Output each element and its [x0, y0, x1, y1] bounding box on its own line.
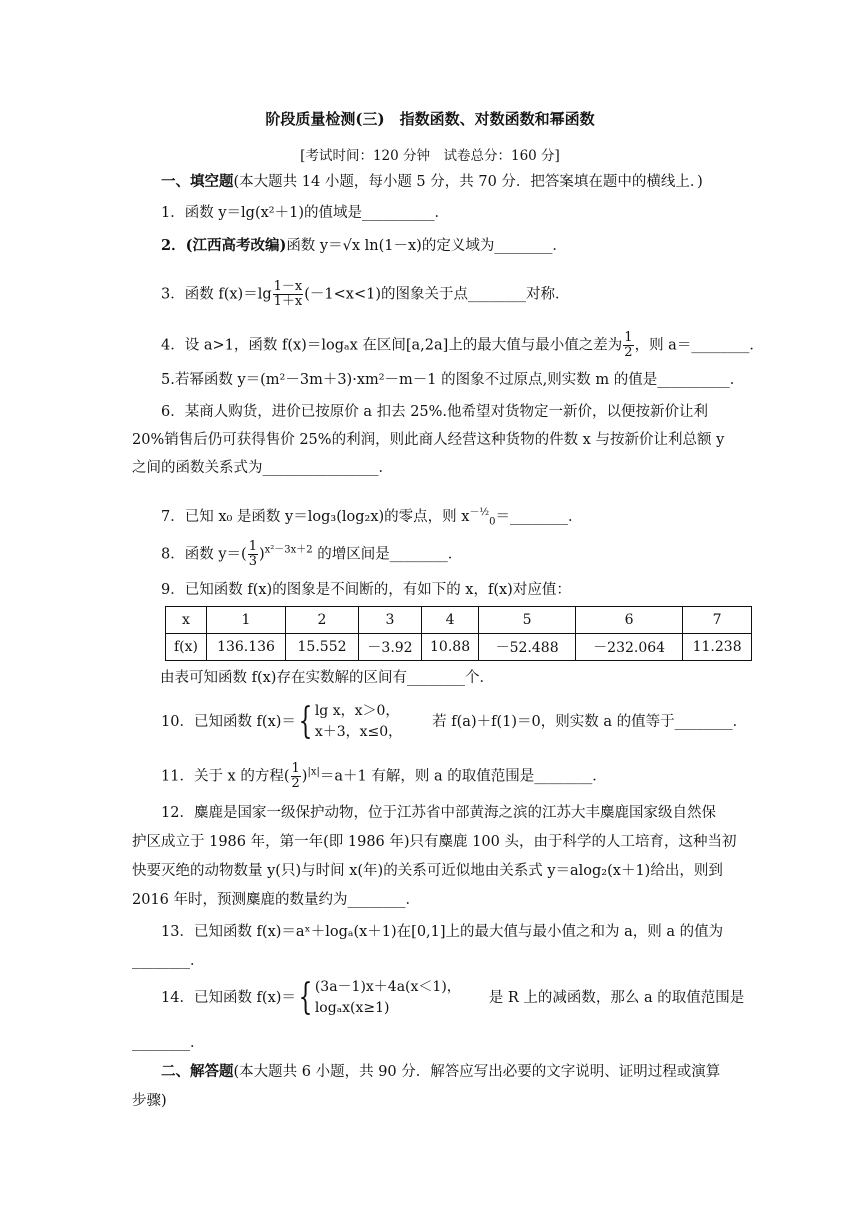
- question-11: [161, 762, 607, 791]
- question-12-line-1: 12．麋鹿是国家一级保护动物，位于江苏省中部黄海之滨的江苏大丰麋鹿国家级自然保: [161, 805, 716, 821]
- denominator: 1＋x: [273, 294, 303, 309]
- question-3-pre: 3．函数 f(x)＝lg: [161, 286, 272, 303]
- table-cell: 10.88: [422, 634, 479, 661]
- question-14-tail: ________．: [132, 1035, 205, 1051]
- table-cell: 6: [576, 607, 683, 634]
- question-5: 5.若幂函数 y＝(m²－3m＋3)·xm²－m－1 的图象不过原点,则实数 m 的值是__________．: [161, 372, 745, 388]
- question-3-post: (－1<x<1)的图象关于点________对称．: [304, 286, 570, 303]
- question-7-pre: 7．已知 x₀ 是函数 y＝log₃(log₂x)的零点，则 x: [161, 508, 470, 525]
- denominator: 2: [624, 345, 633, 360]
- fraction: [248, 540, 258, 569]
- section-2-desc: (本大题共 6 小题，共 90 分．解答应写出必要的文字说明、证明过程或演算: [233, 1064, 721, 1080]
- question-8: [161, 540, 462, 569]
- question-4-post: ，则 a＝________．: [634, 337, 764, 354]
- numerator: 1: [624, 330, 633, 345]
- case-1: lg x，x＞0，: [314, 703, 400, 719]
- question-4-pre: 4．设 a>1，函数 f(x)＝logₐx 在区间[a,2a]上的最大值与最小值之差为: [161, 337, 623, 354]
- numerator: 1－x: [273, 279, 303, 294]
- question-14: [161, 976, 744, 1020]
- fraction: [623, 331, 633, 360]
- table-row: [166, 607, 752, 634]
- question-12-line-4: 2016 年时，预测麋鹿的数量约为________．: [132, 892, 421, 908]
- question-2-tag: 2．(江西高考改编): [161, 237, 287, 254]
- table-cell: 1: [207, 607, 286, 634]
- table-cell: －232.064: [576, 634, 683, 661]
- question-6-line-3: 之间的函数关系式为________________．: [132, 460, 393, 476]
- denominator: 2: [291, 776, 300, 791]
- table-cell: 15.552: [286, 634, 359, 661]
- question-8-post: 的增区间是________．: [317, 546, 463, 563]
- question-1: 1．函数 y＝lg(x²＋1)的值域是__________．: [161, 205, 449, 221]
- question-6-line-1: 6．某商人购货，进价已按原价 a 扣去 25%.他希望对货物定一新价，以便按新价让利: [161, 404, 709, 420]
- table-cell: x: [166, 607, 207, 634]
- fraction: [291, 762, 301, 791]
- table-cell: －3.92: [359, 634, 422, 661]
- numerator: 1: [248, 539, 257, 554]
- fraction: [273, 280, 304, 309]
- question-9: 9．已知函数 f(x)的图象是不间断的，有如下的 x，f(x)对应值：: [161, 582, 571, 598]
- paren: ): [301, 768, 308, 785]
- question-10-pre: 10．已知函数 f(x)＝: [161, 714, 296, 730]
- question-14-pre: 14．已知函数 f(x)＝: [161, 990, 296, 1006]
- question-11-post: ＝a＋1 有解，则 a 的取值范围是________．: [319, 768, 607, 785]
- question-13-line-1: 13．已知函数 f(x)＝aˣ＋logₐ(x＋1)在[0,1]上的最大值与最小值之和为 a，则 a 的值为: [161, 924, 724, 940]
- question-12-line-3: 快要灭绝的动物数量 y(只)与时间 x(年)的关系可近似地由关系式 y＝alog₂(x＋1)给出，则到: [132, 863, 723, 879]
- case-2: x＋3，x≤0，: [314, 724, 403, 740]
- section-1-heading: 一、填空题: [161, 173, 234, 190]
- case-1: (3a－1)x＋4a(x＜1)，: [314, 979, 461, 995]
- brace-symbol: {: [298, 977, 313, 1018]
- section-2-desc-cont: 步骤): [132, 1093, 167, 1109]
- question-11-pre: 11．关于 x 的方程(: [161, 768, 290, 785]
- section-2-header: [161, 1062, 720, 1082]
- table-cell: 2: [286, 607, 359, 634]
- denominator: 3: [248, 554, 257, 569]
- table-cell: 7: [683, 607, 752, 634]
- exponent: x²－3x＋2: [264, 544, 313, 556]
- numerator: 1: [291, 761, 300, 776]
- piecewise-cases: [315, 701, 402, 743]
- question-10-post: 若 f(a)＋f(1)＝0，则实数 a 的值等于________．: [432, 714, 748, 730]
- question-12-line-2: 护区成立于 1986 年，第一年(即 1986 年)只有麋鹿 100 头，由于科学的人工培育，这种当初: [132, 834, 737, 850]
- question-2: [161, 236, 567, 256]
- question-7-post: ＝________．: [495, 508, 583, 525]
- piecewise-cases: [315, 977, 461, 1019]
- table-cell: f(x): [166, 634, 207, 661]
- exponent: －½: [469, 507, 490, 518]
- table-cell: 136.136: [207, 634, 286, 661]
- question-14-post: 是 R 上的减函数，那么 a 的取值范围是: [488, 990, 745, 1006]
- page-title: 阶段质量检测(三) 指数函数、对数函数和幂函数: [265, 110, 595, 128]
- question-7: [161, 503, 583, 533]
- question-8-pre: 8．函数 y＝(: [161, 546, 247, 563]
- section-2-heading: 二、解答题: [161, 1063, 234, 1080]
- section-1-desc: (本大题共 14 小题，每小题 5 分，共 70 分．把答案填在题中的横线上．): [233, 174, 703, 190]
- table-cell: 11.238: [683, 634, 752, 661]
- brace-symbol: {: [298, 701, 313, 742]
- table-cell: 4: [422, 607, 479, 634]
- table-cell: 5: [479, 607, 576, 634]
- case-2: logₐx(x≥1): [314, 1000, 390, 1016]
- paren: ): [258, 546, 265, 563]
- question-6-line-2: 20%销售后仍可获得售价 25%的利润，则此商人经营这种货物的件数 x 与按新价让利总额 y: [132, 432, 725, 448]
- section-1-header: [161, 172, 703, 192]
- table-cell: －52.488: [479, 634, 576, 661]
- question-10: [161, 700, 747, 744]
- question-9-followup: 由表可知函数 f(x)存在实数解的区间有________个．: [160, 670, 494, 686]
- exam-info: [考试时间：120 分钟 试卷总分：160 分]: [300, 148, 560, 164]
- exponent: |x|: [307, 766, 320, 778]
- question-2-text: 函数 y＝√x ln(1－x)的定义域为________．: [286, 238, 567, 254]
- table-cell: 3: [359, 607, 422, 634]
- question-13-line-2: ________．: [132, 953, 205, 969]
- question-3: [161, 280, 569, 309]
- value-table: [165, 606, 752, 661]
- table-row: [166, 634, 752, 661]
- question-4: [161, 331, 764, 360]
- subscript: 0: [489, 516, 496, 528]
